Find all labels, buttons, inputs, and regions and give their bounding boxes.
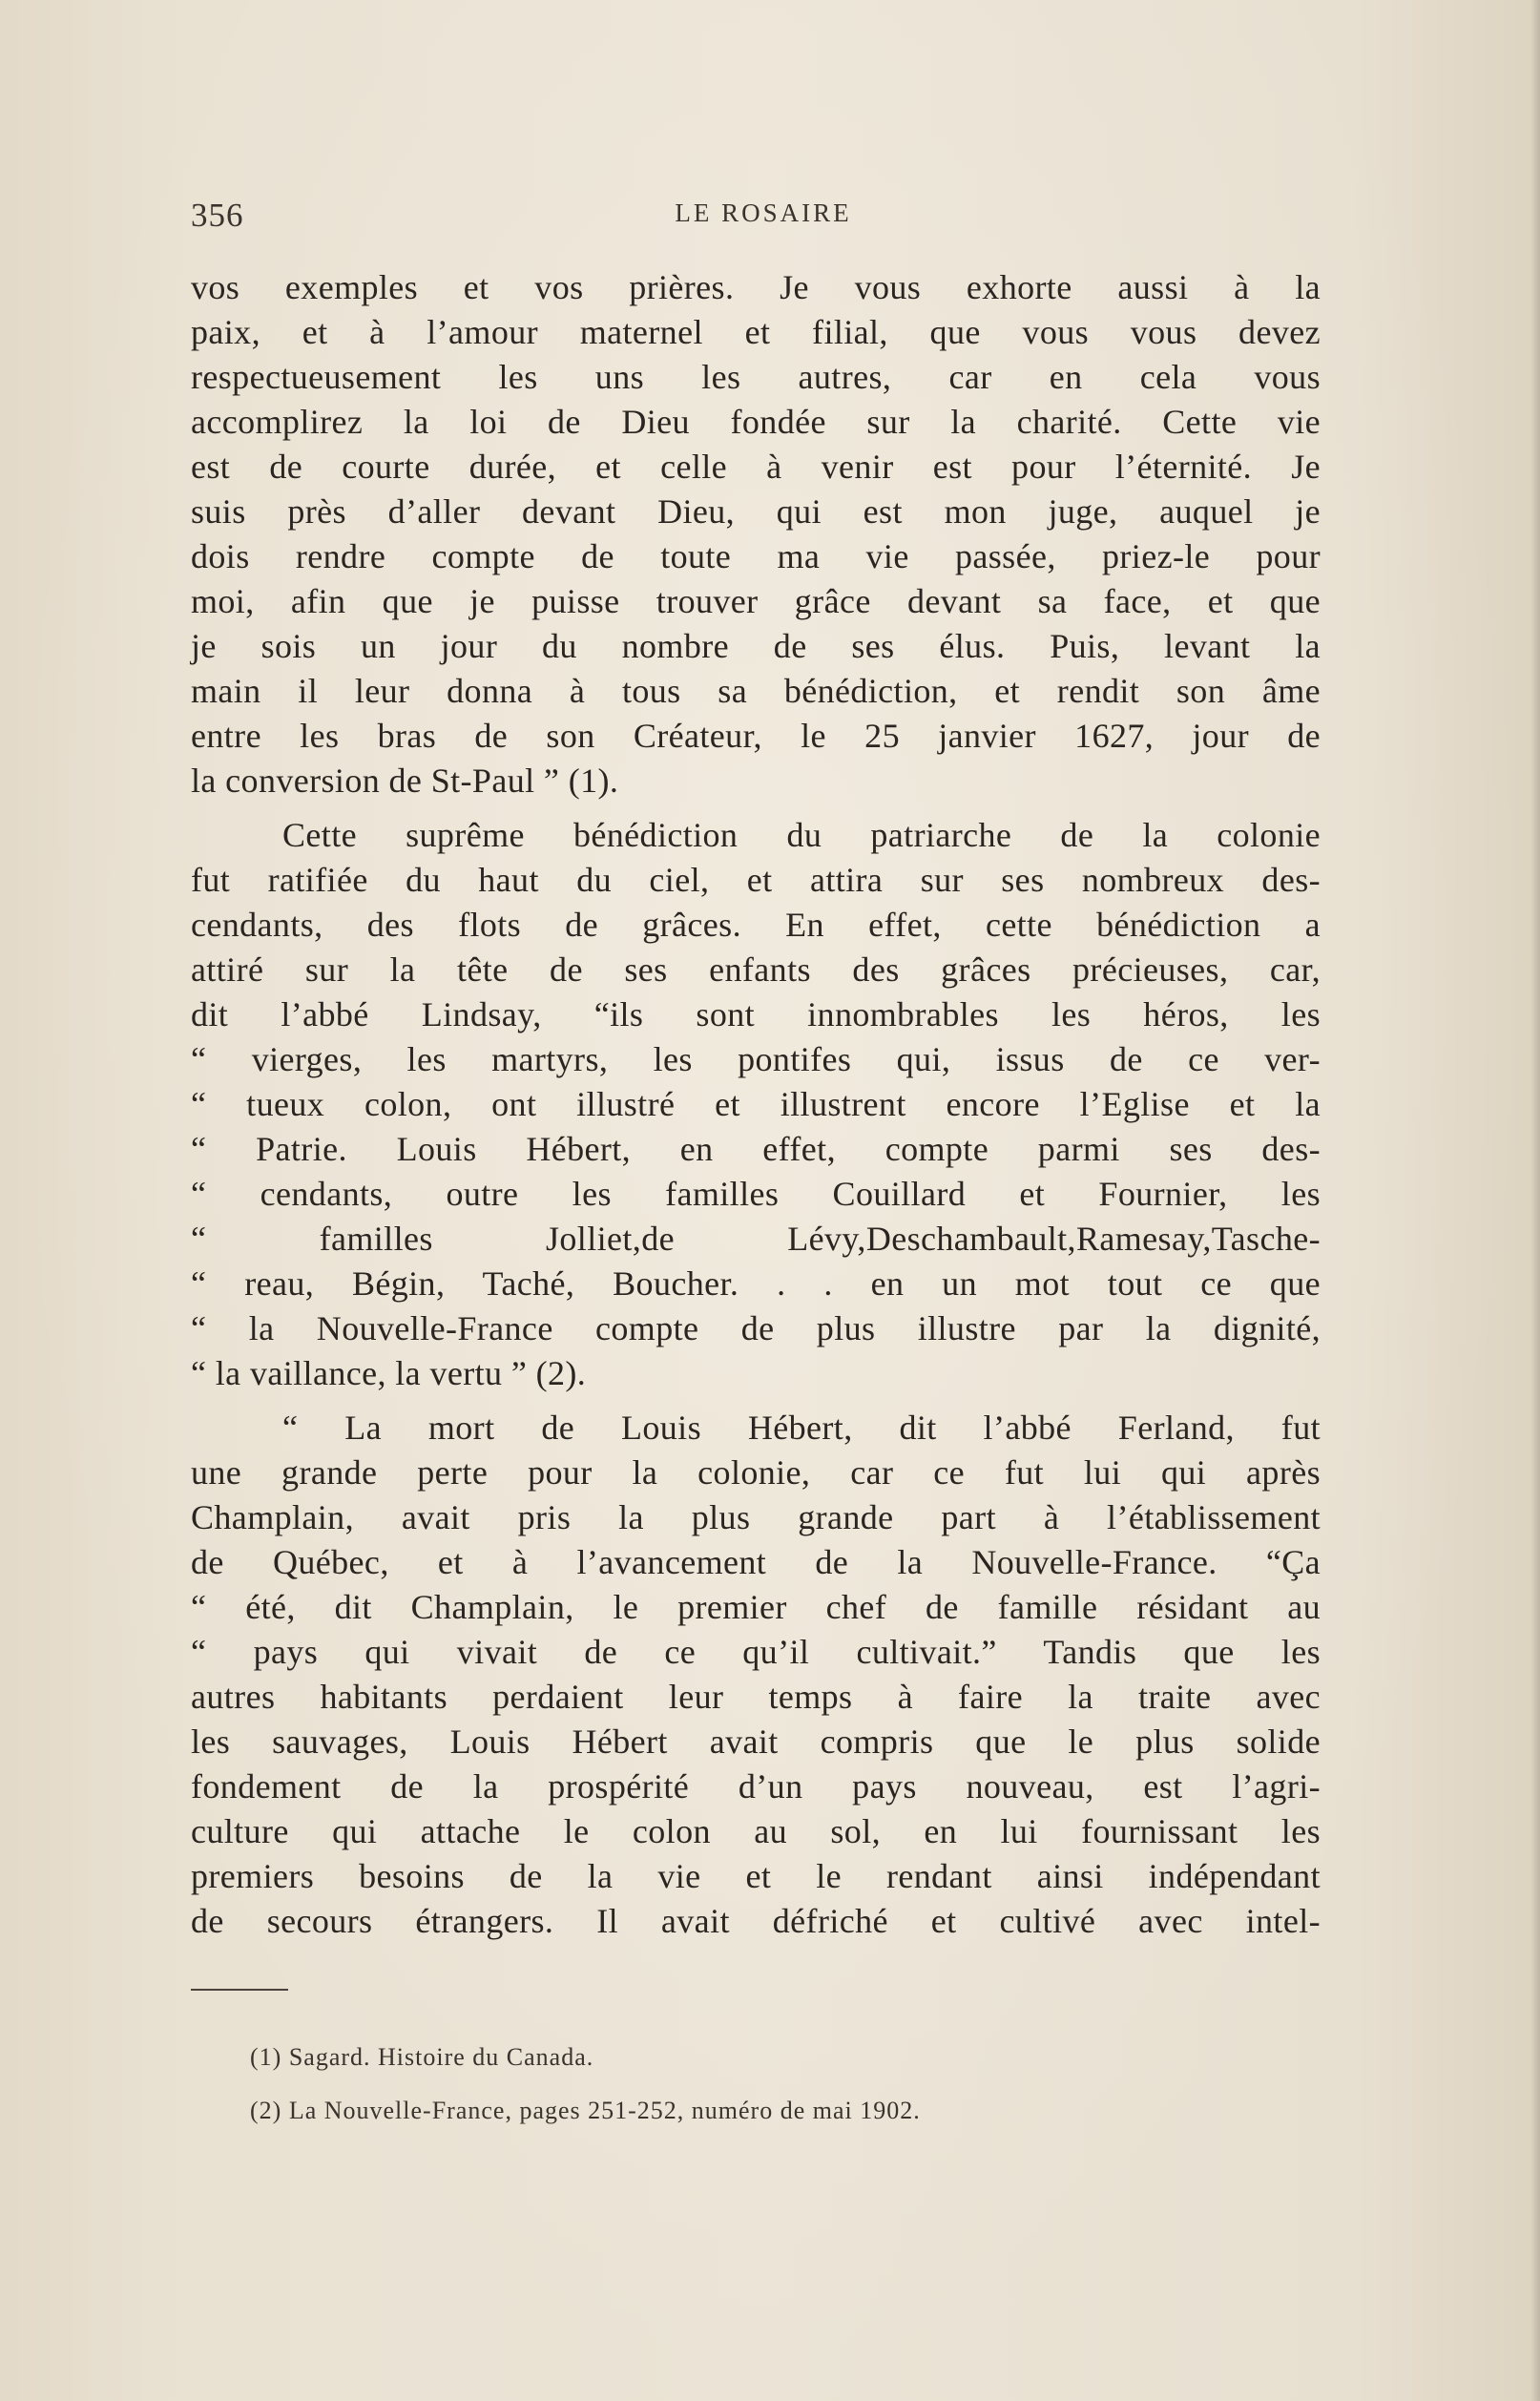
text-line: entre les bras de son Créateur, le 25 janvier 1627, jour de — [191, 717, 1321, 755]
text-line: fondement de la prospérité d’un pays nouveau, est l’agri- — [191, 1767, 1321, 1806]
text-line: cendants, des flots de grâces. En effet, cette bénédiction a — [191, 906, 1321, 944]
paragraph-3 — [191, 1406, 1321, 1944]
page-number: 356 — [191, 197, 244, 234]
text-line: “ pays qui vivait de ce qu’il cultivait.” Tandis que les — [191, 1633, 1321, 1671]
text-line: premiers besoins de la vie et le rendant ainsi indépendant — [191, 1857, 1321, 1895]
text-line: dois rendre compte de toute ma vie passée, priez-le pour — [191, 537, 1321, 575]
text-line: Champlain, avait pris la plus grande part à l’établissement — [191, 1498, 1321, 1536]
text-line: “ La mort de Louis Hébert, dit l’abbé Ferland, fut — [282, 1409, 1321, 1447]
running-title: LE ROSAIRE — [675, 198, 852, 227]
footnote-1: (1) Sagard. Histoire du Canada. — [250, 2043, 594, 2071]
text-line: de secours étrangers. Il avait défriché et cultivé avec intel- — [191, 1902, 1321, 1940]
text-line: “ Patrie. Louis Hébert, en effet, compte parmi ses des- — [191, 1130, 1321, 1168]
text-line: “ tueux colon, ont illustré et illustrent encore l’Eglise et la — [191, 1085, 1321, 1123]
text-line: “ la Nouvelle-France compte de plus illustre par la dignité, — [191, 1309, 1321, 1347]
page-edge-shadow — [1530, 0, 1540, 2401]
text-line: accomplirez la loi de Dieu fondée sur la charité. Cette vie — [191, 403, 1321, 441]
text-line: respectueusement les uns les autres, car en cela vous — [191, 358, 1321, 396]
paragraph-2 — [191, 813, 1321, 1396]
text-line: dit l’abbé Lindsay, “ils sont innombrables les héros, les — [191, 995, 1321, 1033]
paragraph-gap — [191, 804, 1321, 813]
footnotes — [250, 2031, 1252, 2138]
footnote-divider — [191, 1989, 288, 1991]
body-text — [191, 265, 1321, 1944]
text-line: Cette suprême bénédiction du patriarche de la colonie — [282, 816, 1321, 854]
text-line: culture qui attache le colon au sol, en lui fournissant les — [191, 1812, 1321, 1850]
text-line: “ été, dit Champlain, le premier chef de famille résidant au — [191, 1588, 1321, 1626]
text-line: fut ratifiée du haut du ciel, et attira sur ses nombreux des- — [191, 861, 1321, 899]
text-line: suis près d’aller devant Dieu, qui est mon juge, auquel je — [191, 492, 1321, 531]
text-line: de Québec, et à l’avancement de la Nouvelle-France. “Ça — [191, 1543, 1321, 1581]
text-line: vos exemples et vos prières. Je vous exhorte aussi à la — [191, 268, 1321, 306]
text-line: main il leur donna à tous sa bénédiction, et rendit son âme — [191, 672, 1321, 710]
text-line: “ familles Jolliet,de Lévy,Deschambault,Ramesay,Tasche- — [191, 1220, 1321, 1258]
text-line: les sauvages, Louis Hébert avait compris que le plus solide — [191, 1722, 1321, 1761]
paragraph-1 — [191, 265, 1321, 804]
text-line: je sois un jour du nombre de ses élus. Puis, levant la — [191, 627, 1321, 665]
text-line: “ la vaillance, la vertu ” (2). — [191, 1354, 587, 1392]
text-line: moi, afin que je puisse trouver grâce devant sa face, et que — [191, 582, 1321, 620]
text-line: autres habitants perdaient leur temps à faire la traite avec — [191, 1678, 1321, 1716]
text-line: “ cendants, outre les familles Couillard et Fournier, les — [191, 1175, 1321, 1213]
text-line: est de courte durée, et celle à venir est pour l’éternité. Je — [191, 448, 1321, 486]
text-line: attiré sur la tête de ses enfants des grâces précieuses, car, — [191, 950, 1321, 989]
footnote-2: (2) La Nouvelle-France, pages 251-252, numéro de mai 1902. — [250, 2097, 921, 2124]
paragraph-gap — [191, 1396, 1321, 1406]
text-line: “ reau, Bégin, Taché, Boucher. . . en un mot tout ce que — [191, 1264, 1321, 1303]
running-header — [191, 197, 1317, 235]
text-line: “ vierges, les martyrs, les pontifes qui, issus de ce ver- — [191, 1040, 1321, 1078]
text-line: paix, et à l’amour maternel et filial, que vous vous devez — [191, 313, 1321, 351]
text-line: la conversion de St-Paul ” (1). — [191, 762, 619, 800]
text-line: une grande perte pour la colonie, car ce fut lui qui après — [191, 1453, 1321, 1492]
